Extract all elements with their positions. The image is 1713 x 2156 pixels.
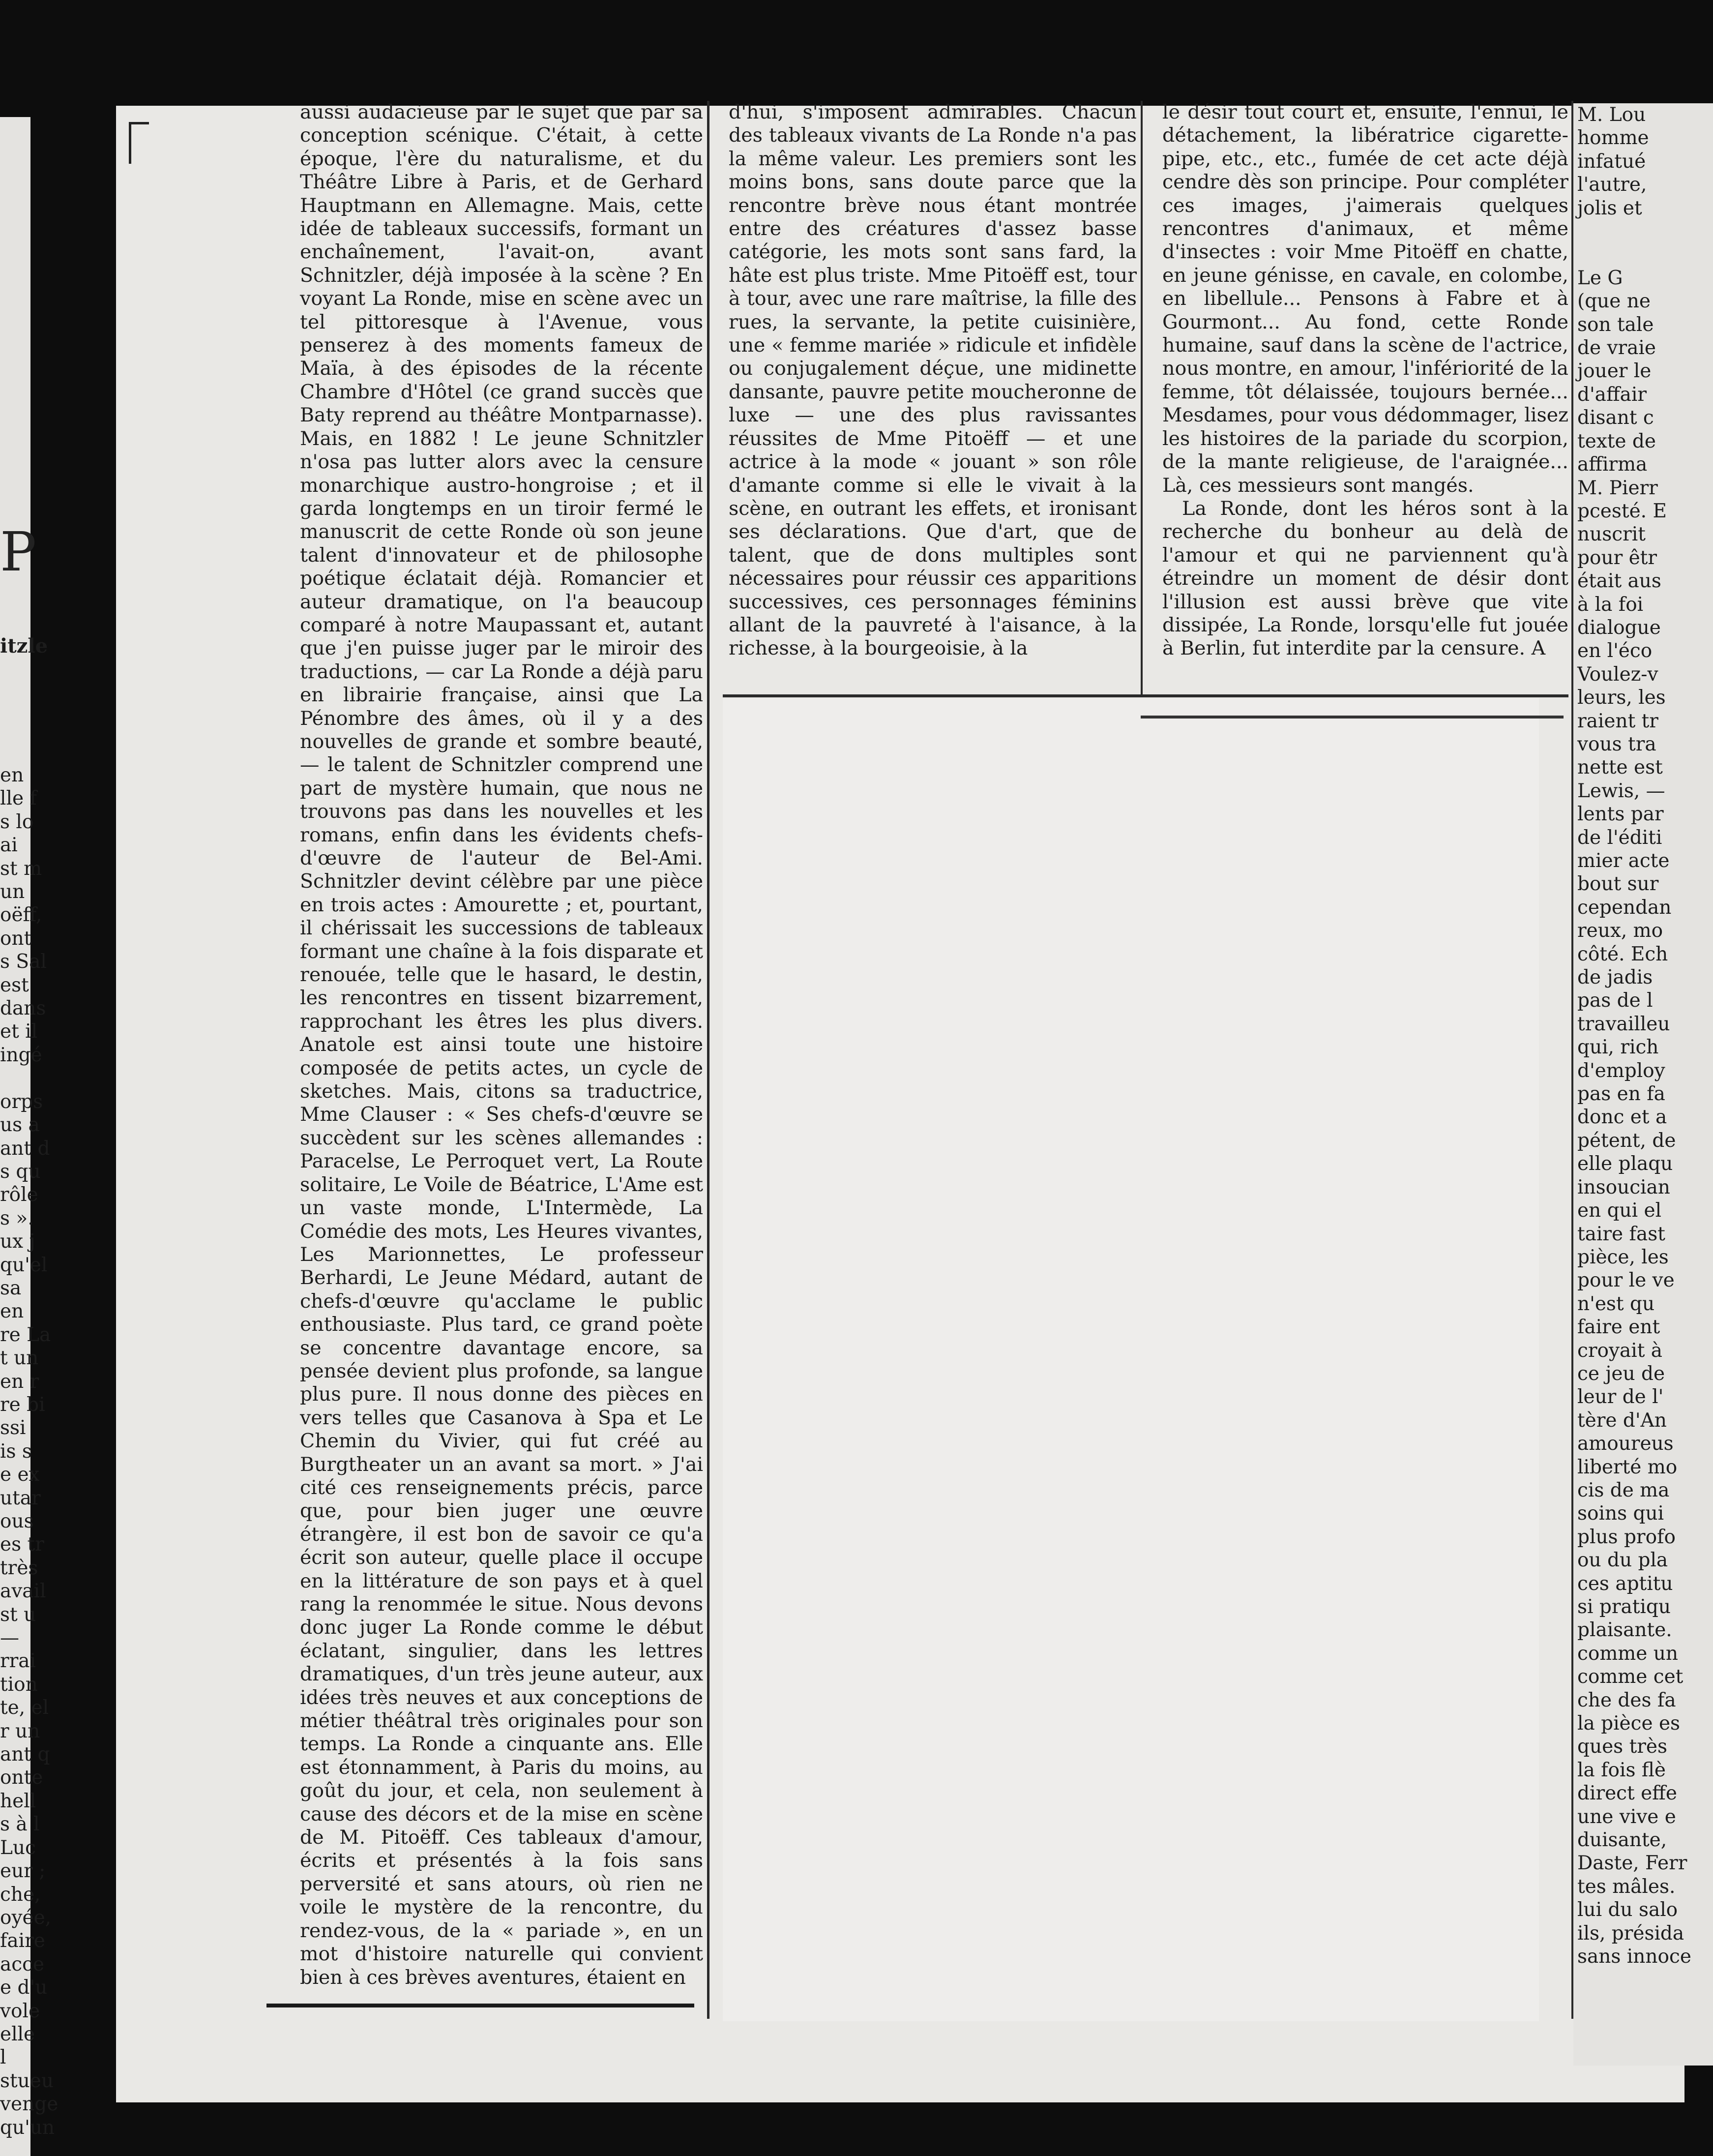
left-fragment-line: ssi bbox=[0, 1417, 26, 1439]
right-fragment-line: taire fast bbox=[1577, 1223, 1665, 1245]
left-fragment-line: onte bbox=[0, 1767, 43, 1789]
left-fragment-line: es tr bbox=[0, 1533, 44, 1556]
left-fragment-line: en r bbox=[0, 1370, 39, 1393]
left-fragment-line: us a bbox=[0, 1114, 40, 1137]
left-fragment-line: oyée, bbox=[0, 1906, 52, 1929]
right-fragment-line: plaisante. bbox=[1577, 1619, 1672, 1642]
article-column-1 bbox=[300, 101, 703, 2004]
right-fragment-line: faire ent bbox=[1577, 1316, 1660, 1339]
right-fragment-line: tes mâles. bbox=[1577, 1875, 1676, 1898]
right-fragment-line: pour le ve bbox=[1577, 1269, 1675, 1292]
right-fragment-line: nuscrit bbox=[1577, 523, 1646, 546]
left-fragment-line: e ex bbox=[0, 1464, 40, 1486]
left-fragment-line: s Sal bbox=[0, 951, 47, 973]
right-fragment-line: Voulez-v bbox=[1577, 663, 1658, 686]
right-fragment-line: affirma bbox=[1577, 453, 1648, 476]
right-fragment-line: à la foi bbox=[1577, 593, 1644, 616]
right-fragment-line: lents par bbox=[1577, 803, 1664, 826]
right-fragment-line: qui, rich bbox=[1577, 1036, 1659, 1059]
left-subhead-fragment: itzle bbox=[0, 634, 48, 658]
right-fragment-line: soins qui bbox=[1577, 1502, 1664, 1525]
right-fragment-line: si pratiqu bbox=[1577, 1596, 1671, 1618]
bottom-rule bbox=[266, 2004, 694, 2007]
right-fragment-line: reux, mo bbox=[1577, 920, 1663, 942]
left-fragment-line: dans bbox=[0, 997, 46, 1020]
right-fragment-line: ou du pla bbox=[1577, 1549, 1668, 1572]
left-fragment-line: est bbox=[0, 974, 29, 996]
right-fragment-line: M. Lou bbox=[1577, 104, 1646, 126]
left-fragment-line: re bi bbox=[0, 1393, 45, 1416]
right-fragment-line: plus profo bbox=[1577, 1526, 1676, 1548]
right-fragment-line: l'autre, bbox=[1577, 174, 1647, 196]
right-fragment-line: une vive e bbox=[1577, 1805, 1676, 1828]
right-fragment-line: amoureus bbox=[1577, 1433, 1674, 1455]
left-fragment-line: et il bbox=[0, 1020, 38, 1043]
left-headline-fragment: P bbox=[0, 520, 37, 583]
right-fragment-line: n'est qu bbox=[1577, 1292, 1655, 1315]
left-fragment-line: rôle bbox=[0, 1184, 38, 1206]
right-fragment-line: la fois flè bbox=[1577, 1759, 1666, 1781]
left-fragment-line: — bbox=[0, 1627, 19, 1649]
right-fragment-line: cis de ma bbox=[1577, 1479, 1670, 1501]
left-fragment-line: hell bbox=[0, 1790, 36, 1812]
left-fragment-line: ai bbox=[0, 834, 18, 857]
right-fragment-line: de vraie bbox=[1577, 337, 1656, 359]
right-fragment-line: en qui el bbox=[1577, 1199, 1662, 1222]
right-fragment-line: pcesté. E bbox=[1577, 500, 1667, 522]
right-fragment-line: ces aptitu bbox=[1577, 1572, 1673, 1595]
right-fragment-line: M. Pierr bbox=[1577, 477, 1658, 499]
right-fragment-line: duisante, bbox=[1577, 1829, 1667, 1852]
right-fragment-line: pas en fa bbox=[1577, 1083, 1665, 1106]
right-fragment-line: texte de bbox=[1577, 430, 1656, 452]
right-fragment-line bbox=[1573, 220, 1713, 243]
right-fragment-line: pétent, de bbox=[1577, 1129, 1676, 1152]
right-fragment-line: travailleu bbox=[1577, 1013, 1670, 1035]
article-column-2 bbox=[729, 101, 1137, 686]
right-fragment-line: leurs, les bbox=[1577, 687, 1666, 709]
right-fragment-line: en l'éco bbox=[1577, 640, 1653, 662]
right-fragment-line: homme bbox=[1577, 127, 1649, 150]
right-fragment-line: sans innoce bbox=[1577, 1946, 1691, 1968]
right-fragment-line: comme un bbox=[1577, 1642, 1678, 1665]
right-fragment-line: elle plaqu bbox=[1577, 1153, 1673, 1175]
left-fragment-line: ous bbox=[0, 1510, 34, 1532]
right-text-fragments bbox=[1573, 103, 1713, 2066]
right-fragment-line: donc et a bbox=[1577, 1106, 1667, 1129]
right-fragment-line: d'affair bbox=[1577, 383, 1647, 406]
blank-paper-area bbox=[723, 698, 1539, 2021]
column-3-paragraph-1: le désir tout court et, ensuite, l'ennui, le détachement, la libératrice cigarette-pipe, etc., etc., fumée de cet acte déjà cendre dès son principe. Pour compléter ces images, j'aimerais quelques rencontres d'animaux, et même d'insectes : voir Mme Pitoëff en chatte, en jeune génisse, en cavale, en colombe, en libellule... Pensons à Fabre et à Gourmont... Au fond, cette Ronde humaine, sauf dans la scène de l'actrice, nous montre, en amour, l'infériorité de la femme, tôt délaissée, toujours bernée... Mesdames, pour vous dédommager, lisez les histoires de la pariade du scorpion, de la mante religieuse, de l'araignée... Là, ces messieurs sont mangés. bbox=[1162, 101, 1568, 497]
column-rule bbox=[707, 101, 709, 2019]
left-fragment-line: ont bbox=[0, 927, 32, 950]
left-fragment-line: s lo bbox=[0, 810, 34, 833]
right-fragment-line: Lewis, — bbox=[1577, 779, 1665, 802]
right-fragment-line: tère d'An bbox=[1577, 1409, 1667, 1432]
right-fragment-line: lui du salo bbox=[1577, 1899, 1678, 1921]
left-fragment-line: elle bbox=[0, 2023, 35, 2045]
right-fragment-line: comme cet bbox=[1577, 1666, 1683, 1688]
right-fragment-line: che des fa bbox=[1577, 1689, 1676, 1711]
left-fragment-line: ant q bbox=[0, 1743, 50, 1766]
left-text-fragments bbox=[0, 764, 59, 2139]
left-fragment-line: qu'el bbox=[0, 1254, 48, 1276]
right-fragment-line: direct effe bbox=[1577, 1782, 1677, 1805]
column-3-paragraph-2: La Ronde, dont les héros sont à la recherche du bonheur au delà de l'amour et qui ne parviennent qu'à étreindre un moment de désir dont l'illusion est aussi brève que vite dissipée, La Ronde, lorsqu'elle fut jouée à Berlin, fut interdite par la censure. A bbox=[1162, 497, 1568, 660]
right-fragment-line: croyait à bbox=[1577, 1339, 1663, 1362]
left-fragment-line: en bbox=[0, 764, 24, 786]
right-fragment-line: de l'éditi bbox=[1577, 826, 1662, 849]
right-fragment-line: pièce, les bbox=[1577, 1246, 1669, 1268]
right-fragment-line: Daste, Ferr bbox=[1577, 1852, 1687, 1875]
corner-crop-mark bbox=[129, 122, 149, 164]
right-fragment-line bbox=[1573, 243, 1713, 266]
right-fragment-line: pour êtr bbox=[1577, 546, 1657, 569]
left-fragment-line: vole bbox=[0, 2000, 40, 2022]
right-fragment-line: jouer le bbox=[1577, 360, 1652, 383]
column-2-text: d'hui, s'imposent admirables. Chacun des tableaux vivants de La Ronde n'a pas la même valeur. Les premiers sont les moins bons, sans doute parce que la rencontre brève nous étant montrée entre des créatures d'assez basse catégorie, les mots sont sans fard, la hâte est plus triste. Mme Pitoëff est, tour à tour, avec une rare maîtrise, la fille des rues, la servante, la petite cuisinière, une « femme mariée » ridicule et infidèle ou conjugalement déçue, une midinette dansante, pauvre petite moucheronne de luxe — une des plus ravissantes réussites de Mme Pitoëff — et une actrice à la mode « jouant » son rôle d'amante comme si elle le vivait à la scène, en outrant les effets, et ironisant ses déclarations. Que d'art, que de talent, que de dons multiples sont nécessaires pour réussir ces apparitions successives, ces personnages féminins allant de la pauvreté à l'aisance, à la richesse, à la bourgeoisie, à la bbox=[729, 101, 1137, 660]
left-fragment-line: che, bbox=[0, 1883, 41, 1906]
left-fragment-line: stueu bbox=[0, 2069, 54, 2092]
left-fragment-line: eur ; bbox=[0, 1860, 46, 1883]
left-fragment-line: acce bbox=[0, 1953, 45, 1976]
left-fragment-line: e d'u bbox=[0, 1976, 48, 1999]
left-fragment-line: ant d bbox=[0, 1137, 50, 1160]
right-fragment-line: ils, présida bbox=[1577, 1922, 1684, 1945]
left-fragment-line: s qu bbox=[0, 1160, 41, 1183]
left-fragment-line: Luc bbox=[0, 1836, 36, 1859]
horizontal-rule bbox=[1141, 716, 1564, 719]
right-fragment-line: d'employ bbox=[1577, 1059, 1665, 1082]
right-fragment-line: leur de l' bbox=[1577, 1386, 1664, 1408]
right-fragment-line: jolis et bbox=[1577, 197, 1642, 219]
adjacent-page-right bbox=[1573, 103, 1713, 2066]
left-fragment-line: l bbox=[0, 2046, 6, 2069]
left-fragment-line: re La bbox=[0, 1323, 51, 1346]
right-fragment-line: disant c bbox=[1577, 407, 1654, 429]
left-fragment-line: s ». bbox=[0, 1207, 34, 1229]
right-fragment-line: mier acte bbox=[1577, 850, 1670, 872]
right-fragment-line: dialogue bbox=[1577, 616, 1661, 639]
left-fragment-line: en bbox=[0, 1300, 24, 1323]
left-fragment-line: tion bbox=[0, 1673, 38, 1696]
left-fragment-line: t un bbox=[0, 1347, 39, 1370]
left-fragment-line: ux j bbox=[0, 1230, 35, 1253]
left-fragment-line: orps bbox=[0, 1090, 43, 1113]
right-fragment-line: Le G bbox=[1577, 267, 1623, 289]
right-fragment-line: la pièce es bbox=[1577, 1712, 1681, 1735]
left-fragment-line: utar bbox=[0, 1487, 41, 1509]
right-fragment-line: raient tr bbox=[1577, 710, 1658, 732]
left-fragment-line: te, el bbox=[0, 1697, 49, 1719]
right-fragment-line: de jadis bbox=[1577, 966, 1653, 989]
column-rule bbox=[1141, 101, 1143, 696]
left-fragment-line bbox=[0, 1067, 30, 1090]
right-fragment-line: insoucian bbox=[1577, 1176, 1670, 1198]
left-fragment-line: is s bbox=[0, 1440, 32, 1463]
right-fragment-line: pas de l bbox=[1577, 989, 1653, 1012]
left-fragment-line: r un bbox=[0, 1720, 40, 1742]
left-fragment-line: ingé bbox=[0, 1044, 42, 1066]
left-fragment-line: s à l bbox=[0, 1813, 40, 1836]
right-fragment-line: infatué bbox=[1577, 150, 1646, 173]
right-fragment-line: cependan bbox=[1577, 896, 1672, 919]
left-fragment-line: venge bbox=[0, 2093, 59, 2116]
right-fragment-line: son tale bbox=[1577, 313, 1654, 336]
column-1-text: aussi audacieuse par le sujet que par sa conception scénique. C'était, à cette époque, l'ère du naturalisme, et du Théâtre Libre à Paris, et de Gerhard Hauptmann en Allemagne. Mais, cette idée de tableaux successifs, formant un enchaînement, l'avait-on, avant Schnitzler, déjà imposée à la scène ? En voyant La Ronde, mise en scène avec un tel pittoresque à l'Avenue, vous penserez à des moments fameux de Maïa, à des épisodes de la récente Chambre d'Hôtel (ce grand succès que Baty reprend au théâtre Montparnasse). Mais, en 1882 ! Le jeune Schnitzler n'osa pas lutter alors avec la censure monarchique austro-hongroise ; et il garda longtemps en un tiroir fermé le manuscrit de cette Ronde où son jeune talent d'innovateur et de philosophe poétique éclatait déjà. Romancier et auteur dramatique, on l'a beaucoup comparé à notre Maupassant et, autant que j'en puisse juger par le miroir des traductions, — car La Ronde a déjà paru en librairie française, ainsi que La Pénombre des âmes, où il y a des nouvelles de grande et sombre beauté, — le talent de Schnitzler comprend une part de mystère humain, que nous ne trouvons pas dans les nouvelles et les romans, enfin dans les évidents chefs-d'œuvre de l'auteur de Bel-Ami. Schnitzler devint célèbre par une pièce en trois actes : Amourette ; et, pourtant, il chérissait les successions de tableaux formant une chaîne à la fois disparate et renouée, telle que le hasard, le destin, les rencontres en tissent bizarrement, rapprochant les êtres les plus divers. Anatole est ainsi toute une histoire composée de petits actes, un cycle de sketches. Mais, citons sa traductrice, Mme Clauser : « Ses chefs-d'œuvre se succèdent sur les scènes allemandes : Paracelse, Le Perroquet vert, La Route solitaire, Le Voile de Béatrice, L'Ame est un vaste monde, L'Intermède, La Comédie des mots, Les Heures vivantes, Les Marionnettes, Le professeur Berhardi, Le Jeune Médard, autant de chefs-d'œuvre qu'acclame le public enthousiaste. Plus tard, ce grand poète se concentre davantage encore, sa pensée devient plus profonde, sa langue plus pure. Il nous donne des pièces en vers telles que Casanova à Spa et Le Chemin du Vivier, qui fut créé au Burgtheater un an avant sa mort. » J'ai cité ces renseignements précis, parce que, pour bien juger une œuvre étrangère, il est bon de savoir ce qu'a écrit son auteur, quelle place il occupe en la littérature de son pays et à quel rang la renommée le situe. Nous devons donc juger La Ronde comme le début éclatant, singulier, dans les lettres dramatiques, d'un très jeune auteur, aux idées très neuves et aux conceptions de métier théâtral très originales pour son temps. La Ronde a cinquante ans. Elle est étonnamment, à Paris du moins, au goût du jour, et cela, non seulement à cause des décors et de la mise en scène de M. Pitoëff. Ces tableaux d'amour, écrits et présentés à la fois sans perversité et sans atours, où rien ne voile le mystère de la rencontre, du rendez-vous, de la « pariade », en un mot d'histoire naturelle qui convient bien à ces brèves aventures, étaient en bbox=[300, 101, 703, 1989]
left-fragment-line: lle f bbox=[0, 787, 37, 810]
right-fragment-line: bout sur bbox=[1577, 873, 1659, 896]
right-fragment-line: côté. Ech bbox=[1577, 943, 1668, 965]
left-fragment-line: un bbox=[0, 881, 25, 903]
article-column-3 bbox=[1162, 101, 1568, 686]
right-fragment-line: (que ne bbox=[1577, 290, 1651, 313]
right-fragment-line: ce jeu de bbox=[1577, 1362, 1665, 1385]
horizontal-rule bbox=[723, 694, 1568, 697]
left-fragment-line: oëff, bbox=[0, 904, 42, 927]
left-fragment-line: très bbox=[0, 1557, 38, 1579]
adjacent-page-left bbox=[0, 117, 59, 2156]
left-fragment-line: sa bbox=[0, 1277, 22, 1299]
left-fragment-line: rrai bbox=[0, 1650, 36, 1673]
left-fragment-line: st u bbox=[0, 1603, 36, 1626]
right-fragment-line: ques très bbox=[1577, 1736, 1667, 1758]
right-fragment-line: était aus bbox=[1577, 570, 1661, 593]
left-fragment-line: faire bbox=[0, 1930, 45, 1952]
left-fragment-line: qu'un bbox=[0, 2116, 55, 2139]
left-fragment-line: avail bbox=[0, 1580, 46, 1603]
right-fragment-line: nette est bbox=[1577, 756, 1663, 779]
left-fragment-line: st m bbox=[0, 857, 42, 880]
right-fragment-line: vous tra bbox=[1577, 733, 1656, 755]
right-fragment-line: liberté mo bbox=[1577, 1456, 1678, 1478]
